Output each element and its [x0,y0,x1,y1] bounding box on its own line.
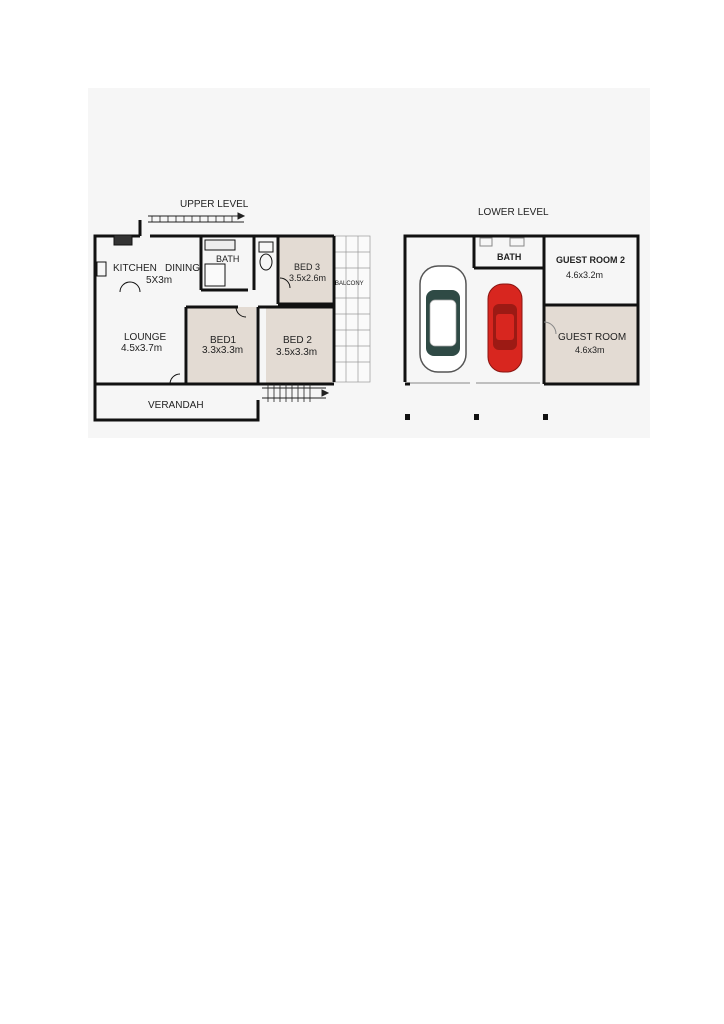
lower-bath-label: BATH [497,252,522,262]
bed1-size-label: 3.3x3.3m [202,345,244,356]
bed3-label: BED 3 [294,262,321,272]
verandah-label: VERANDAH [148,400,204,411]
dining-label: DINING [165,263,200,274]
lounge-label: LOUNGE [124,332,167,343]
bed2-size-label: 3.5x3.3m [276,347,318,358]
guest-room [544,305,638,383]
guest2-label: GUEST ROOM 2 [556,255,626,265]
car-white-suv [420,266,466,372]
balcony-label: BALCONY [335,281,364,287]
bed2-label: BED 2 [283,335,312,346]
post-2 [474,414,479,420]
guest2-size-label: 4.6x3.2m [566,270,604,280]
balcony-deck [334,236,370,382]
upper-level-heading: UPPER LEVEL [180,199,249,210]
lounge-size-label: 4.5x3.7m [121,343,163,354]
guest-room-size-label: 4.6x3m [575,345,605,355]
post-1 [405,414,410,420]
kitchen-label: KITCHEN [113,263,157,274]
lower-level-heading: LOWER LEVEL [478,207,549,218]
car-red-sedan [488,284,522,372]
upper-bath-label: BATH [216,254,240,264]
kitchen-size-label: 5X3m [146,275,173,286]
bed1-label: BED1 [210,335,237,346]
guest-room-label: GUEST ROOM [558,332,627,343]
bed3-size-label: 3.5x2.6m [289,273,327,283]
post-3 [543,414,548,420]
